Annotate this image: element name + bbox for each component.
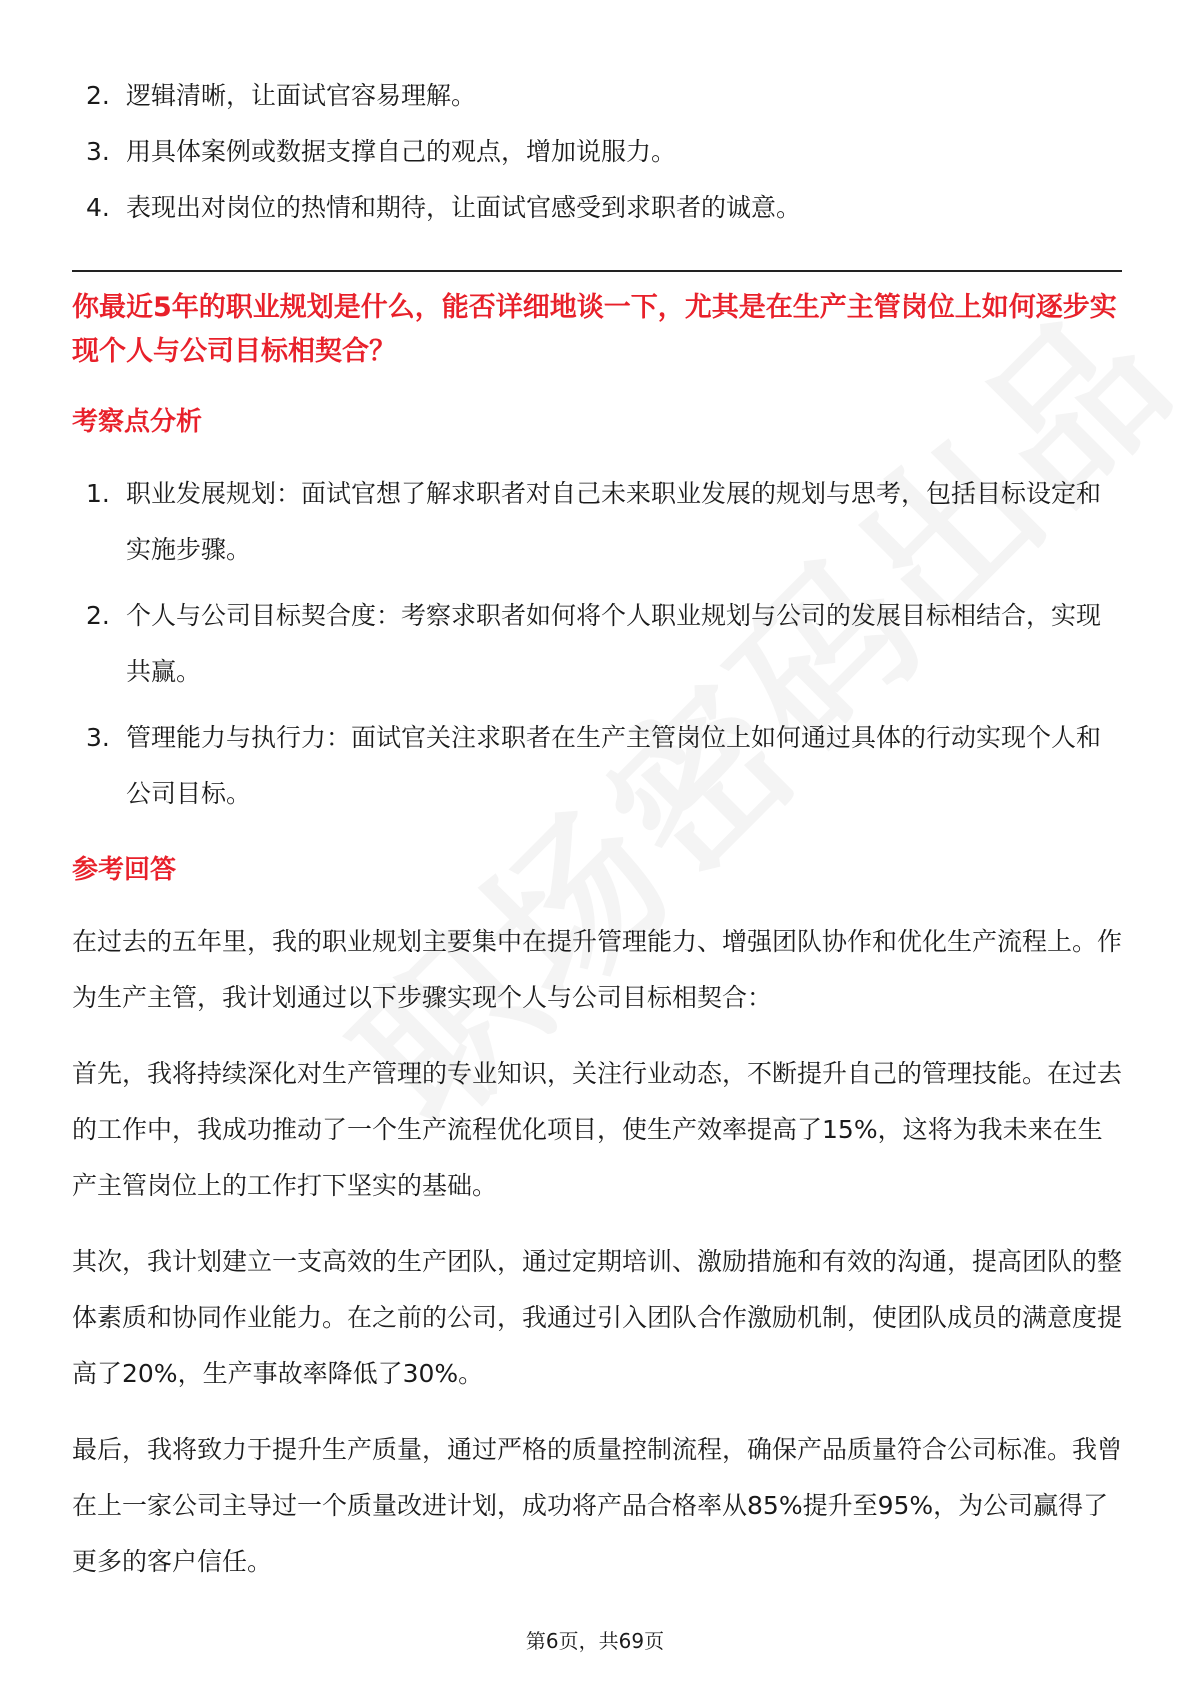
list-text: 职业发展规划：面试官想了解求职者对自己未来职业发展的规划与思考，包括目标设定和实施步骤。 [126,479,1102,564]
list-item [72,180,1122,236]
list-number: 4. [86,193,110,222]
list-text: 个人与公司目标契合度：考察求职者如何将个人职业规划与公司的发展目标相结合，实现共赢。 [126,601,1102,686]
list-number: 3. [86,723,110,752]
answer-paragraph: 最后，我将致力于提升生产质量，通过严格的质量控制流程，确保产品质量符合公司标准。我曾在上一家公司主导过一个质量改进计划，成功将产品合格率从85%提升至95%，为公司赢得了更多的客户信任。 [72,1435,1123,1576]
document-body [72,68,1122,1610]
list-number: 2. [86,601,110,630]
list-text: 管理能力与执行力：面试官关注求职者在生产主管岗位上如何通过具体的行动实现个人和公司目标。 [126,723,1102,808]
list-number: 2. [86,81,110,110]
analysis-list [72,466,1122,822]
tips-list [72,68,1122,236]
analysis-heading: 考察点分析 [72,407,203,437]
list-item [72,124,1122,180]
answer-paragraph: 首先，我将持续深化对生产管理的专业知识，关注行业动态，不断提升自己的管理技能。在过去的工作中，我成功推动了一个生产流程优化项目，使生产效率提高了15%，这将为我未来在生产主管岗位上的工作打下坚实的基础。 [72,1059,1123,1200]
list-item [72,466,1122,578]
list-text: 表现出对岗位的热情和期待，让面试官感受到求职者的诚意。 [126,193,802,222]
list-item [72,68,1122,124]
list-text: 用具体案例或数据支撑自己的观点，增加说服力。 [126,137,677,166]
list-item [72,710,1122,822]
list-item [72,588,1122,700]
answer-paragraph: 在过去的五年里，我的职业规划主要集中在提升管理能力、增强团队协作和优化生产流程上。作为生产主管，我计划通过以下步骤实现个人与公司目标相契合： [72,927,1123,1012]
list-number: 1. [86,479,110,508]
answer-heading: 参考回答 [72,855,177,885]
list-number: 3. [86,137,110,166]
page-footer: 第6页，共69页 [525,1629,665,1653]
list-text: 逻辑清晰，让面试官容易理解。 [126,81,477,110]
interview-question: 你最近5年的职业规划是什么，能否详细地谈一下，尤其是在生产主管岗位上如何逐步实现个人与公司目标相契合？ [72,292,1117,367]
answer-paragraph: 其次，我计划建立一支高效的生产团队，通过定期培训、激励措施和有效的沟通，提高团队的整体素质和协同作业能力。在之前的公司，我通过引入团队合作激励机制，使团队成员的满意度提高了20%，生产事故率降低了30%。 [72,1247,1123,1388]
section-divider [72,270,1122,272]
